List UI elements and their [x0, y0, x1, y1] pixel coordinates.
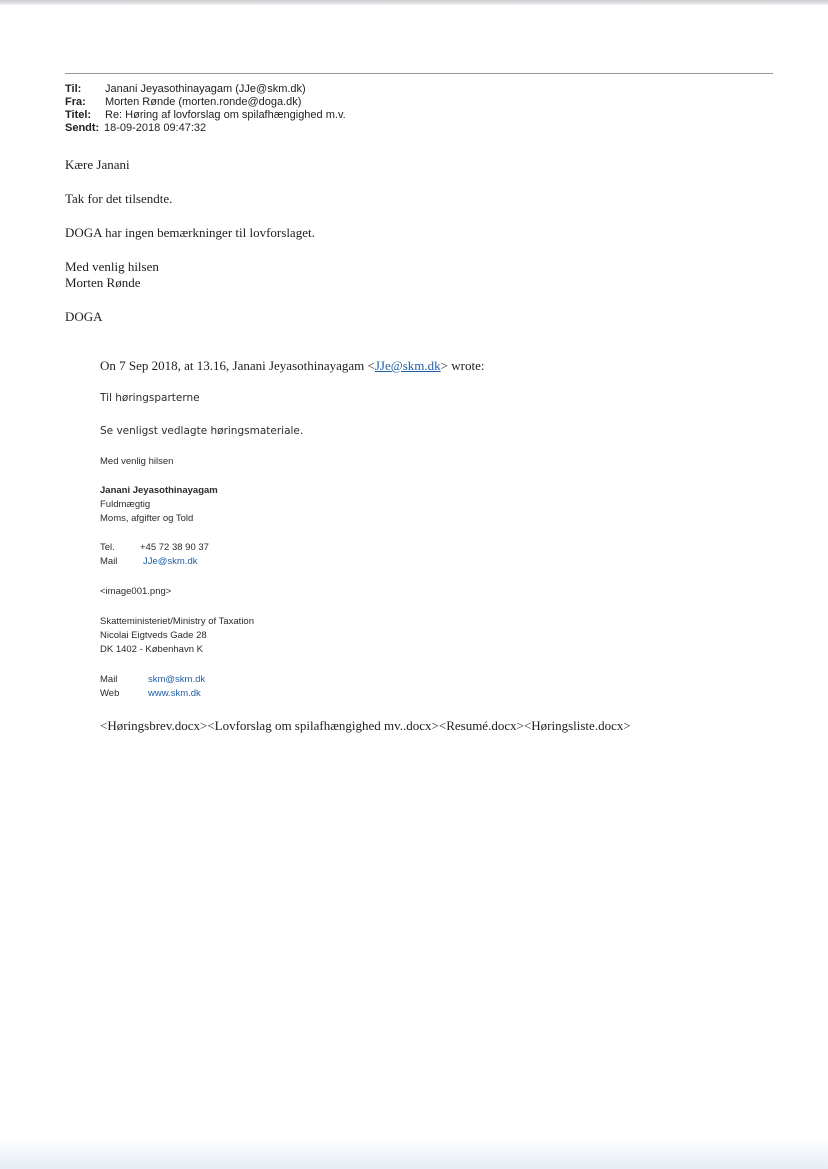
quoted-intro-prefix: On 7 Sep 2018, at 13.16, Janani Jeyasothinayagam <: [100, 358, 375, 373]
reply-greeting: Kære Janani: [65, 157, 130, 172]
tel-value: +45 72 38 90 37: [140, 542, 209, 553]
ministry-address: [100, 615, 254, 657]
scan-edge-bottom: [0, 1139, 828, 1169]
quoted-closing: Med venlig hilsen: [100, 456, 174, 467]
sent-value: 18-09-2018 09:47:32: [104, 122, 207, 134]
org-contact-block: [100, 673, 205, 701]
mail-row: [100, 555, 209, 569]
quoted-intro-email-link[interactable]: JJe@skm.dk: [374, 358, 441, 373]
org-mail-label: Mail: [100, 674, 118, 685]
sent-label: Sendt:: [65, 122, 100, 134]
web-link[interactable]: www.skm.dk: [148, 688, 201, 699]
reply-closing: Med venlig hilsen: [65, 259, 159, 274]
reply-line-2: DOGA har ingen bemærkninger til lovforslaget.: [65, 225, 315, 240]
from-label: Fra:: [65, 96, 86, 108]
signature-dept: Moms, afgifter og Told: [100, 513, 194, 524]
attachments-list[interactable]: <Høringsbrev.docx><Lovforslag om spilafhængighed mv..docx><Resumé.docx><Høringsliste.docx>: [100, 718, 631, 733]
to-row: [65, 83, 346, 96]
scan-edge-top: [0, 0, 828, 5]
subject-label: Titel:: [65, 109, 92, 121]
contact-block: [100, 541, 209, 569]
quoted-intro: [100, 358, 484, 374]
tel-label: Tel.: [100, 542, 115, 553]
subject-value: Re: Høring af lovforslag om spilafhængighed m.v.: [105, 109, 346, 121]
reply-line-1: Tak for det tilsendte.: [65, 191, 173, 206]
mail-link[interactable]: JJe@skm.dk: [143, 556, 198, 567]
signature-title: Fuldmægtig: [100, 499, 151, 510]
signature-name: Janani Jeyasothinayagam: [100, 485, 218, 496]
ministry-name: Skatteministeriet/Ministry of Taxation: [100, 616, 254, 627]
reply-sender-org: DOGA: [65, 309, 103, 324]
image-placeholder: <image001.png>: [100, 586, 172, 597]
web-row: [100, 687, 205, 701]
mail-label: Mail: [100, 556, 118, 567]
tel-row: [100, 541, 209, 555]
from-value: Morten Rønde (morten.ronde@doga.dk): [105, 96, 302, 108]
quoted-intro-suffix: > wrote:: [440, 358, 485, 373]
quoted-salutation: Til høringsparterne: [100, 392, 200, 404]
web-label: Web: [100, 688, 120, 699]
to-value: Janani Jeyasothinayagam (JJe@skm.dk): [105, 83, 306, 95]
org-mail-link[interactable]: skm@skm.dk: [148, 674, 206, 685]
email-headers: [65, 83, 346, 135]
address-line-2: DK 1402 - København K: [100, 644, 203, 655]
to-label: Til:: [65, 83, 82, 95]
sent-row: [65, 122, 346, 135]
org-mail-row: [100, 673, 205, 687]
subject-row: [65, 109, 346, 122]
reply-sender-name: Morten Rønde: [65, 275, 141, 290]
address-line-1: Nicolai Eigtveds Gade 28: [100, 630, 207, 641]
header-divider: [65, 73, 773, 74]
quoted-message: Se venligst vedlagte høringsmateriale.: [100, 425, 304, 437]
signature-block: [100, 484, 218, 526]
from-row: [65, 96, 346, 109]
